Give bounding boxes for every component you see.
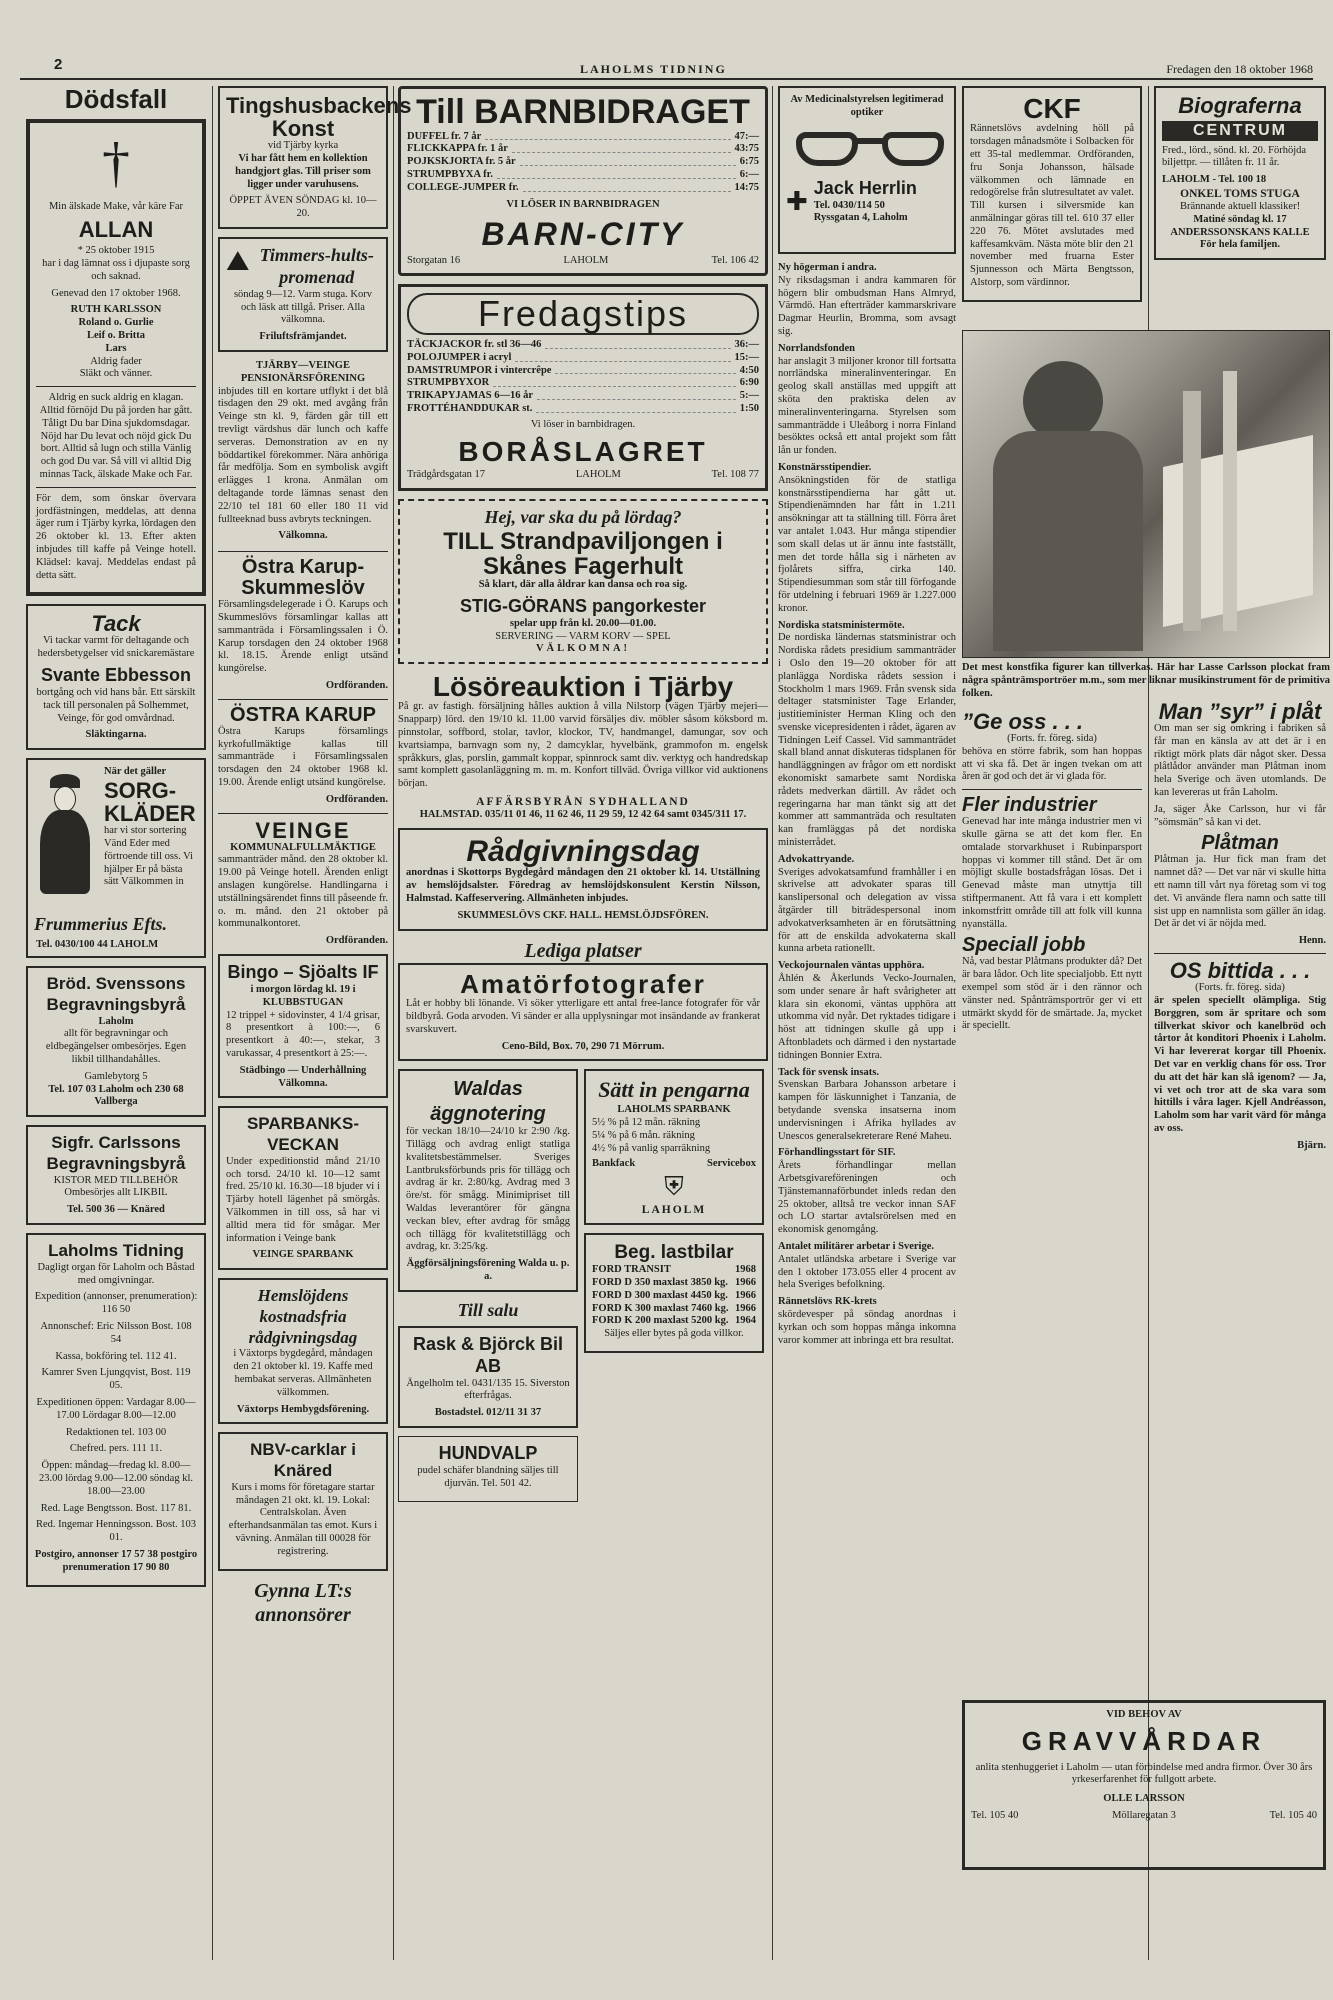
bingo-ad <box>218 954 388 1098</box>
tidning-line-2: Annonschef: Eric Nilsson Bost. 108 54 <box>40 1320 192 1345</box>
os-text: är spelen speciellt olämpliga. Stig Borggren, som är spritare och som tillverkat skivor och kanelbröd och tårtor åt konditori Phoenix i Laholm. Vi har levererat korgar till Phoenix. Det var en verklig chans för oss. Tror du att det här kan slå igenom? — Ja, vi vet och tror att de ska vara som hittills i våra lager. Kjell Andréasson, Laholm som har varit värd för många av oss. <box>1154 994 1326 1134</box>
tidning-line-9: Red. Lage Bengtsson. Bost. 117 81. <box>40 1502 192 1514</box>
ge-oss-title: ”Ge oss . . . <box>962 709 1084 734</box>
fred-store: BORÅSLAGRET <box>458 435 708 467</box>
auktion-text: På gr. av fastigh. försäljning hålles auktion å villa Nilstorp (vägen Tjärby mejeri—Snapparp) lörd. den 19/10 kl. 11.00 varvid försäljes div. möbler såsom köksbord m. pinnstolar, soffbord, stolar, tavlor, klockor, TV, handmangel, damungar, sov och kvartsiampa, barnvagn som ny, 2 damcyklar, hyvelbänk, grammofon m. engelsk språkkurs, glas, porslin, gammalt koppar, spinnrock samt div. verktyg och handredskap samt komplett gasolanläggning m. m. m. Konfort tillväd. Övriga villkor vid auktionens början. <box>398 701 768 790</box>
ostra-1-title: Östra Karup-Skummeslöv <box>241 556 365 600</box>
fagerhult-pre: Hej, var ska du på lördag? <box>484 506 682 527</box>
death-date: Genevad den 17 oktober 1968. <box>51 287 181 299</box>
barn-item-3: POJKSKJORTA fr. 5 år 6:75 <box>407 156 759 168</box>
tidning-line-4: Kamrer Sven Ljungqvist, Bost. 119 05. <box>41 1367 191 1392</box>
timmers-ad <box>218 237 388 352</box>
carlsson-title: Sigfr. Carlssons Begravningsbyrå <box>46 1133 186 1173</box>
rask-addr-2: Bostadstel. 012/11 31 37 <box>434 1407 542 1419</box>
sorg-text: har vi stor sortering Vänd Eder med förtroende till oss. Vi hjälper Er på bästa sätt Välkommen in <box>104 825 193 888</box>
gynna-title: Gynna LT:s annonsörer <box>254 1579 352 1627</box>
fred-item-2: POLOJUMPER i acryl 15:— <box>407 351 759 363</box>
veinge-title: VEINGE <box>255 817 351 843</box>
coat-of-arms-icon: ⛨ <box>664 1172 684 1202</box>
konst-title: Tingshusbackens Konst <box>226 93 412 142</box>
tidning-title: Laholms Tidning <box>48 1241 184 1261</box>
carlsson-text: Ombesörjes allt LIKBIL <box>64 1187 168 1199</box>
nbv-ad <box>218 1432 388 1570</box>
left-bottom-col <box>398 1069 578 1509</box>
timmers-sign: Friluftsfrämjandet. <box>259 331 347 343</box>
barn-tagline: VI LÖSER IN BARNBIDRAGEN <box>506 198 660 210</box>
barn-item-5: COLLEGE-JUMPER fr. 14:75 <box>407 181 759 193</box>
optiker-ad <box>778 86 956 254</box>
bio-ad <box>1154 86 1326 260</box>
ostra-2-title: ÖSTRA KARUP <box>230 703 376 726</box>
cross-icon: † <box>102 132 130 195</box>
svensson-text: allt för begravningar och eldbegängelser ombesörjes. Egen likbil tillhandahålles. <box>45 1028 187 1065</box>
auktion-sub: HALMSTAD. 035/11 01 46, 11 62 46, 11 29 59, 12 42 64 samt 0345/311 17. <box>419 809 747 821</box>
fagerhult-time: spelar upp från kl. 20.00—01.00. <box>509 617 657 629</box>
tidning-line-3: Kassa, bokföring tel. 112 41. <box>55 1350 177 1362</box>
article-8-title: Förhandlingsstart för SIF. <box>778 1147 896 1159</box>
mourning-woman-illustration <box>36 774 94 894</box>
sparbank-text: Under expeditionstid månd 21/10 och torsd. 24/10 kl. 10—12 samt fred. 25/10 kl. 16.30—18 bjuder vi i Tjärby hotell lägenhet på smörgås. Välkommen in till oss, så har vi alltid mera tid för smågar. Mer information i Veinge bank <box>226 1155 380 1244</box>
satt-rate-3: 4½ % på vanlig sparräkning <box>592 1142 711 1154</box>
waldas-title: Waldas äggnotering <box>430 1078 546 1125</box>
tjarby-title: TJÄRBY—VEINGE PENSIONÄRSFÖRENING <box>240 360 366 384</box>
article-3-text: Ansökningstiden för de statliga konstnärsstipendierna har gått ut. Stipendienämnden har fått in 1.211 ansökningar att ta ställning till. Förra året var antalet 1.043. Hur många stipendier som skall delas ut är ännu inte fastställt, men det torde hålla sig i närheten av fjolårets siffra, cirka 140. Stipendiesumman som står till förfogande för utdelning i februari 1969 är 1.227.000 kronor. <box>778 474 956 614</box>
dodsfall-title: Dödsfall <box>64 84 168 114</box>
family-5: Aldrig fader <box>90 355 142 367</box>
funeral-notice: För dem, som önskar övervara jordfästningen, meddelas, att denna äger rum i Tjärby kyrka, lördagen den 26 oktober kl. 13. Efter akten inbjudes till kaffe på Veinge hotell. Klädsel: kavaj. Meddelas endast på detta sätt. <box>36 492 196 581</box>
os-title: OS bittida . . . <box>1169 958 1311 984</box>
tidning-line-6: Redaktionen tel. 103 00 <box>65 1426 167 1438</box>
barn-footer: Storgatan 16 LAHOLM Tel. 106 42 <box>407 254 759 266</box>
amator-sign: Ceno-Bild, Box. 70, 290 71 Mörrum. <box>501 1040 665 1052</box>
ckf-text: Rännetslövs avdelning höll på torsdagen månadsmöte i Solbacken för ett 35-tal medlemmar. Ordföranden, fru Sonja Johansson, hälsade välkommen och lämnade en redogörelse från slutresultatet av valet. Till kursen i silversmide kan anmälningar göras till tel. 610 37 eller 220 76. Mötet avslutades med kaffesamkväm. Nästa möte blir den 21 november med fruarna Ester Sjunnesson och Märta Bengtsson, Alstorp, som värdinnor. <box>970 123 1134 288</box>
ckf-notice <box>962 86 1142 302</box>
satt-title: Sätt in pengarna <box>598 1077 750 1103</box>
sparbank-title: SPARBANKS-VECKAN <box>246 1114 360 1155</box>
grav-lead: VID BEHOV AV <box>1106 1709 1182 1720</box>
hundvalp-title: HUNDVALP <box>438 1443 538 1464</box>
gravvardar-ad <box>962 1700 1326 1870</box>
ostra-karup-notice <box>218 557 388 693</box>
konst-text: Vi har fått hem en kollektion handgjort glas. Till priser som ligger under varuhusens. <box>235 152 371 190</box>
rask-title: Rask & Björck Bil AB <box>412 1333 564 1376</box>
column-4 <box>778 86 956 1351</box>
amator-title: Amatörfotografer <box>460 968 706 999</box>
photo-caption: Det mest konstfika figurer kan tillverkas. Här har Lasse Carlsson plockat fram några spånträmsportröer m.m., som mer liknar musikinstrument för de primitiva folken. <box>962 662 1330 699</box>
article-7-title: Tack för svensk insats. <box>778 1066 879 1078</box>
bingo-text-2: 12 trippel + sidovinster, 4 1/4 grisar, 8 presentkort à 100:—, 6 presentkort à 40:—, stekar, 3 varukassar, 4 presentkort à 25:—. <box>226 1009 380 1059</box>
radgivning-ad <box>398 828 768 931</box>
svensson-ad <box>26 966 206 1117</box>
fagerhult-ad <box>398 499 768 664</box>
death-intro: Min älskade Make, vår käre Far <box>48 201 184 213</box>
satt-rate-1: 5½ % på 12 mån. räkning <box>592 1117 701 1129</box>
hemslojd-text: i Växtorps bygdegård, måndagen den 21 oktober kl. 19. Kaffe med hembakat serveras. Allmänheten välkommen. <box>233 1348 373 1398</box>
barn-item-4: STRUMPBYXA fr. 6:— <box>407 169 759 181</box>
man-syr-text-2: Ja, säger Åke Carlsson, hur vi får ”sömsmän” så kan vi det. <box>1154 803 1326 828</box>
lastbilar-title: Beg. lastbilar <box>614 1241 734 1263</box>
ostra-2-sign: Ordföranden. <box>325 793 388 805</box>
tidning-line-7: Chefred. pers. 111 11. <box>69 1443 163 1455</box>
column-2 <box>218 86 412 1627</box>
lastbilar-text: Säljes eller bytes på goda villkor. <box>604 1328 744 1340</box>
auktion-ad <box>398 672 768 822</box>
barnbidrag-ad <box>398 86 768 276</box>
radgivning-text: anordnas i Skottorps Bygdegård måndagen den 21 oktober kl. 14. Utställning av hemslöjdsalster. Föredrag av hemslöjdskonsulent Kerstin Nilsson, Halmstad. Kaffeservering. Allmänheten inbjudes. <box>406 867 760 904</box>
death-notice <box>26 119 206 596</box>
os-sub: (Forts. fr. föreg. sida) <box>1195 982 1285 994</box>
tidning-line-1: Expedition (annonser, prenumeration): 116 50 <box>34 1291 198 1316</box>
veinge-notice <box>218 819 388 948</box>
amator-text: Låt er hobby bli lönande. Vi söker ytterligare ett antal free-lance fotografer för vår bildbyrå. Goda arvoden. Vi sänder er alla upplysningar mot insändande av frankerat svarskuvert. <box>406 998 760 1035</box>
optiker-lead: Av Medicinalstyrelsen legitimerad optiker <box>790 94 944 118</box>
sorgklader-ad <box>26 758 206 958</box>
death-poem: Aldrig en suck aldrig en klagan. Alltid förnöjd Du på jorden har gått. Tåligt Du bar Dina sjukdomsdagar. Nöjd har Du levat och nöjd gick Du bort. Alltid så lugn och stilla Vänlig och god Du var. Så vill vi alltid Dig minnas Tack, älskade Make och Far. <box>39 392 193 480</box>
hundvalp-ad <box>398 1436 578 1502</box>
right-bottom-col <box>584 1069 764 1509</box>
barnbidrag-title: Till BARNBIDRAGET <box>416 93 750 131</box>
fler-text: Genevad har inte många industrier men vi skulle gärna se att det kom fler. En omtalade storvarkhuset i Rubinparsport hoppas vi kommer till stånd. Det är om möjligt skulle bostadsfrågan lösas. Det i Genevad måste man utnyttja till stiftpermanent. Att få vara i ett komplett inkomstfritt område till att folk vill kunna nyanställa. <box>962 816 1142 930</box>
bingo-title: Bingo – Sjöalts IF <box>227 962 379 983</box>
satt-bank: LAHOLMS SPARBANK <box>617 1104 731 1116</box>
bottom-row <box>398 1069 768 1509</box>
fred-item-6: FROTTÉHANDDUKAR st. 1:50 <box>407 403 759 415</box>
page-header <box>20 54 1313 80</box>
bio-film: ONKEL TOMS STUGA <box>1180 188 1300 200</box>
fagerhult-title: TILL Strandpaviljongen i Skånes Fagerhult <box>443 527 723 580</box>
article-4-text: De nordiska ländernas statsministrar och Nordiska rådets presidium sammanträder i Oslo den 19—20 oktober för att planlägga Nordiska rådets session i Stockholm 1 mars 1969. Från svensk sida deltager statsminister Tage Erlander, justitieminister Herman Kling och den svenske vicepresidenten i rådet, ägaren av Tidningen Leif Cassel. Vid sammanträdet skall bland annat diskuteras tidsplanen för handläggningen av frågor om ett nordiskt ekonomiskt samarbete samt Nordiska rådets medverkan därtill. Av rådet och regeringarna har man tänkt sig att det kommer att sammanträda och resultaten kan framläggas på det nordiska ministerrådet. <box>778 632 956 849</box>
optiker-tel: Tel. 0430/114 50 <box>813 199 885 211</box>
column-5-bottom <box>1154 700 1326 1153</box>
barn-item-2: FLICKKAPPA fr. 1 år 43:75 <box>407 143 759 155</box>
sorg-tel: Tel. 0430/100 44 LAHOLM <box>36 939 159 951</box>
workshop-photo <box>962 330 1330 658</box>
tack-notice <box>26 604 206 750</box>
special-title: Speciall jobb <box>962 934 1086 957</box>
issue-date: Fredagen den 18 oktober 1968 <box>1166 62 1313 76</box>
timmers-text: söndag 9—12. Varm stuga. Korv och läsk att tillgå. Priser. Alla välkomna. <box>233 288 373 326</box>
fred-footer: Trädgårdsgatan 17 LAHOLM Tel. 108 77 <box>407 468 759 480</box>
veinge-text: sammanträder månd. den 28 oktober kl. 19.00 på Veinge hotell. Ärenden enligt anslagen kungörelse. Handlingarna i utställningsärendet finns till påseende fr. o. m. månd. den 21 oktober på kommunalkontoret. <box>218 854 388 930</box>
sparbank-sign: VEINGE SPARBANK <box>252 1249 354 1261</box>
fred-item-1: TÄCKJACKOR fr. stl 36—46 36:— <box>407 339 759 351</box>
fred-item-4: STRUMPBYXOR 6:90 <box>407 377 759 389</box>
col4-right-articles <box>962 710 1142 1037</box>
bio-desc: Brännande aktuell klassiker! <box>1179 201 1301 213</box>
till-salu-title: Till salu <box>457 1299 519 1320</box>
konst-open: ÖPPET ÄVEN SÖNDAG kl. 10—20. <box>229 195 377 220</box>
lediga-title: Lediga platser <box>524 939 642 962</box>
article-1-text: Ny riksdagsman i andra kammaren för högern blir ombudsman Hans Almryd, Värmdö. Han efterträder kammarskrivare Dagmar Heurlin, Bromma, som avsagt sig. <box>778 274 956 337</box>
sparbank-ad <box>218 1106 388 1270</box>
tack-text-2: bortgång och vid hans bår. Ett särskilt tack till personalen på Solhemmet, Veinge, för god omvårdnad. <box>36 686 196 724</box>
article-7-text: Svenskan Barbara Johansson arbetare i kampen för läskunnighet i Tanzania, de betydande svenska insatserna inom undervisningen i Afrika hyllades av Unescos generalsekreterare René Maheu. <box>778 1079 956 1142</box>
nbv-text: Kurs i moms för företagare startar måndagen 21 okt. kl. 19. Lokal: Centralskolan. Även efterhandsanmälan tas emot. Kurs i vävning. Anmälan till 00028 för registrering. <box>228 1481 378 1557</box>
fredagstips-title: Fredagstips <box>407 293 759 335</box>
tidning-info <box>26 1233 206 1586</box>
bio-title: Biograferna <box>1178 93 1302 118</box>
article-6-text: Åhlén & Åkerlunds Vecko-Journalen, som under senare år haft svårigheter att klara sin ekonomi, väntas upphöra att utkomma vid nyår. Det ryktades tidigare i höst att tidningen skulle gå upp i Aftonbladets och därmed i den nystartade tidningen Bonnier Extra. <box>778 973 956 1061</box>
grav-title: GRAVVÅRDAR <box>1021 1725 1267 1756</box>
fler-title: Fler industrier <box>962 794 1097 817</box>
special-text: Nå, vad bestar Plåtmans produkter då? Det är bara lådor. Och lite specialjobb. Ett nytt exempel som stöd är i den rännor och vänster ned. Spånträmsportrör ger vi ett utmärkt skydd för de smärtade. Ja, mycket är speciellt. <box>962 956 1142 1032</box>
family-1: RUTH KARLSSON <box>70 304 162 316</box>
tjarby-sign: Välkomna. <box>278 530 328 542</box>
ostra-karup-2-notice <box>218 705 388 807</box>
satt-rate-2: 5¼ % på 6 mån. räkning <box>592 1129 695 1141</box>
tack-text: Vi tackar varmt för deltagande och hedersbetygelser vid snickaremästare <box>37 635 195 660</box>
column-3 <box>398 86 768 1510</box>
lastbilar-ad <box>584 1233 764 1353</box>
medical-cross-icon: ✚ <box>786 186 808 216</box>
platman-title: Plåtman <box>1201 832 1279 855</box>
article-10-text: skördevesper på söndag anordnas i kyrkan och som hoppas många inkomna varor kommer att inbringa ett bra resultat. <box>778 1308 956 1346</box>
fred-item-3: DAMSTRUMPOR i vintercrêpe 4:50 <box>407 364 759 376</box>
auktion-title: Lösöreauktion i Tjärby <box>432 671 734 703</box>
fredagstips-ad <box>398 284 768 490</box>
veinge-sub: KOMMUNALFULLMÄKTIGE <box>230 841 376 853</box>
radgivning-sign: SKUMMESLÖVS CKF. HALL. HEMSLÖJDSFÖREN. <box>457 909 709 921</box>
bingo-sign: Städbingo — Underhållning Välkomna. <box>239 1064 367 1089</box>
bio-cinema: CENTRUM <box>1162 121 1318 141</box>
ckf-title: CKF <box>1023 93 1081 124</box>
deceased-name: ALLAN <box>78 217 154 243</box>
svensson-addr: Gamlebytorg 5 <box>84 1070 148 1082</box>
platman-sign: Henn. <box>1298 935 1326 947</box>
birth-date: * 25 oktober 1915 <box>77 245 155 257</box>
sorg-title: SORG-KLÄDER <box>104 777 196 827</box>
article-5-text: Sveriges advokatsamfund framhåller i en skrivelse att advokater sparas till kanslipersonal och delegation av vissa åtgärder till biträdespersonal inom advokatverksamheten är en förutsättning för att de enskilda advokaterna skall kunna arbeta rationellt. <box>778 866 956 955</box>
article-2-text: har anslagit 3 miljoner kronor till fortsatta norrländska mineralinventeringar. En geolog skall anställas med uppgift att sköta den praktiska delen av mineralinventeringarna. Styrelsen som sammanträdde i Uleåborg i norra Finland besöktes också ett antal projekt som fått lån ur fonden. <box>778 355 956 457</box>
page-number: 2 <box>54 56 63 73</box>
news-articles <box>778 262 956 1347</box>
sorg-firm: Frummerius Efts. <box>34 914 168 935</box>
tjarby-notice <box>218 360 388 543</box>
ckf-column <box>962 86 1142 310</box>
ostra-1-sign: Ordföranden. <box>325 680 388 691</box>
truck-5: FORD K 200 maxlast 5200 kg. 1964 <box>592 1315 756 1327</box>
article-1-title: Ny högerman i andra. <box>778 262 877 273</box>
hiker-icon: ⛰ <box>226 245 250 277</box>
fagerhult-serv: SERVERING — VARM KORV — SPEL <box>495 630 671 642</box>
ostra-2-text: Östra Karups församlings kyrkofullmäktige kallas till sammanträde i Församlingssalen torsdagen den 24 oktober 1968 kl. 19.00. Ärende enligt utsänd kungörelse. <box>218 725 388 788</box>
svensson-place: Laholm <box>98 1015 134 1027</box>
ostra-1-text: Församlingsdelegerade i Ö. Karups och Skummeslövs församlingar kallas att sammanträda i Församlingssalen i Ö. Karup torsdagen den 24 oktober 1968 kl. 18.15. Ärende enligt utsänd kungörelse. <box>218 599 388 675</box>
truck-1: FORD TRANSIT 1968 <box>592 1264 756 1276</box>
family-3: Leif o. Britta <box>86 329 146 341</box>
article-8-text: Årets förhandlingar mellan Arbetsgivareföreningen och Tjänstemannaförbundet inleds redan den 25 oktober, alltså tre veckor innan SAF och LO startar avtalsrörelsen med en ekonomisk genomgång. <box>778 1160 956 1236</box>
grav-name: OLLE LARSSON <box>1103 1793 1185 1805</box>
amator-ad <box>398 963 768 1061</box>
satt-ad <box>584 1069 764 1225</box>
truck-3: FORD D 300 maxlast 4450 kg. 1966 <box>592 1289 756 1301</box>
konst-ad <box>218 86 412 229</box>
fred-tagline: Vi löser in barnbidragen. <box>530 418 636 430</box>
konst-place: vid Tjärby kyrka <box>267 140 339 152</box>
hundvalp-text: pudel schäfer blandning säljes till djurvän. Tel. 501 42. <box>417 1464 559 1489</box>
barn-item-1: DUFFEL fr. 7 år 47:— <box>407 130 759 142</box>
ge-oss-sub: (Forts. fr. föreg. sida) <box>1007 733 1097 745</box>
carlsson-sub: KISTOR MED TILLBEHÖR <box>53 1174 179 1186</box>
hemslojd-ad <box>218 1278 388 1424</box>
tidning-text: Dagligt organ för Laholm och Båstad med omgivningar. <box>37 1261 195 1286</box>
column-1 <box>26 86 206 1595</box>
tidning-line-11: Postgiro, annonser 17 57 38 postgiro prenumeration 17 90 80 <box>34 1548 198 1573</box>
fred-item-5: TRIKAPYJAMAS 6—16 år 5:— <box>407 390 759 402</box>
platman-text: Plåtman ja. Hur fick man fram det namnet då? — Det var när vi skulle hitta ett namn till vårt nya företag som vi tog det. Vi använde flera namn och satte till sist upp en namnlista som gäller än idag. Det är det vi är nöjda med. <box>1154 854 1326 930</box>
family-6: Släkt och vänner. <box>79 368 153 380</box>
hemslojd-title: Hemslöjdens kostnadsfria rådgivningsdag <box>248 1286 358 1347</box>
waldas-text: för veckan 18/10—24/10 kr 2:90 /kg. Tillägg och avdrag enligt statliga kvalitetsbestämmelser. Sveriges Lantbruksförbunds pris för tillägg och avdrag är kr. 2:80/kg. Avdrag med 3 öre/st. för smågg. Minimipriset till Waldas leverantörer för gängna veckan blev, efter avdrag för smågg och tillägg för kvalitetstillägg och avdrag, kr. 3:25/kg. <box>406 1126 570 1253</box>
article-6-title: Veckojournalen väntas upphöra. <box>778 960 925 972</box>
tack-title: Tack <box>91 611 141 637</box>
rask-ad <box>398 1326 578 1428</box>
tidning-line-10: Red. Ingemar Henningsson. Bost. 103 01. <box>35 1519 197 1544</box>
carlsson-ad <box>26 1125 206 1225</box>
article-2-title: Norrlandsfonden <box>778 342 856 354</box>
sorg-lead: När det gäller <box>104 766 167 778</box>
carlsson-tel: Tel. 500 36 — Knäred <box>67 1204 165 1216</box>
man-syr-title: Man ”syr” i plåt <box>1158 699 1322 724</box>
satt-features: Bankfack Servicebox <box>592 1158 756 1170</box>
family-2: Roland o. Gurlie <box>78 317 154 329</box>
tack-sign: Släktingarna. <box>85 729 147 741</box>
bio-text: Fred., lörd., sönd. kl. 20. Förhöjda biljettpr. — tillåten fr. 11 år. <box>1162 144 1307 169</box>
os-sign: Bjärn. <box>1297 1139 1326 1151</box>
grav-text: anlita stenhuggeriet i Laholm — utan förbindelse med andra firmor. Över 30 års yrkeserfarenhet för fullgott arbete. <box>975 1761 1313 1786</box>
barn-store: BARN-CITY <box>481 216 685 253</box>
truck-4: FORD K 300 maxlast 7460 kg. 1966 <box>592 1302 756 1314</box>
waldas-ad <box>398 1069 578 1291</box>
auktion-firm: AFFÄRSBYRÅN SYDHALLAND <box>476 796 690 809</box>
article-5-title: Advokattryande. <box>778 853 855 865</box>
optiker-addr: Ryssgatan 4, Laholm <box>813 212 908 224</box>
column-5-top <box>1154 86 1326 326</box>
satt-city: LAHOLM <box>641 1203 707 1216</box>
article-4-title: Nordiska statsministermöte. <box>778 619 905 631</box>
family-4: Lars <box>105 342 127 354</box>
truck-2: FORD D 350 maxlast 3850 kg. 1966 <box>592 1276 756 1288</box>
tjarby-text: inbjudes till en kortare utflykt i det blå tisdagen den 29 okt. med avgång från Veinge stn kl. 9, färden går till ett trevligt värdshus där lunch och kaffe serveras. Demonstration av en ny böddartikel förekommer. Nära anhöriga får medfölja. Som en symbolisk avgift erlägges 1 krona. Anmälan om deltagande torde lämnas senast den 22/10 tel 181 60 eller 180 11 vid fullteeknad buss avbryts teckningen. <box>218 385 388 525</box>
tidning-line-5: Expeditionen öppen: Vardagar 8.00—17.00 Lördagar 8.00—12.00 <box>36 1396 196 1421</box>
paper-title: LAHOLMS TIDNING <box>580 62 727 76</box>
article-9-title: Antalet militärer arbetar i Sverige. <box>778 1240 934 1252</box>
rask-addr: Ängelholm tel. 0431/135 15. Siverston efterfrågas. <box>406 1377 570 1402</box>
ge-oss-text: behöva en större fabrik, som han hoppas att vi ska få. Det är ingen tvekan om att åren är god och det är vi glada för. <box>962 745 1142 783</box>
article-9-text: Antalet utländska arbetare i Sverige var den 1 oktober 173.055 eller 4 procent av hela Sveriges befolkning. <box>778 1253 956 1291</box>
article-10-title: Rännetslövs RK-krets <box>778 1296 877 1308</box>
bio-tel: LAHOLM - Tel. 100 18 <box>1162 174 1267 186</box>
man-syr-text: Om man ser sig omkring i fabriken så får man en känsla av att det är i en riktigt mörk plats där något sker. Dessa plåtlådor använder man Plåtman inom hela Sverige och även utomlands. De kan levereras ut från Laholm. <box>1154 723 1326 799</box>
fagerhult-band: STIG-GÖRANS pangorkester <box>459 595 707 616</box>
grav-footer: Tel. 105 40 Möllaregatan 3 Tel. 105 40 <box>971 1809 1317 1821</box>
glasses-icon <box>786 124 948 174</box>
bio-matine: Matiné söndag kl. 17 ANDERSSONSKANS KALLE För hela familjen. <box>1170 213 1310 251</box>
veinge-sign: Ordföranden. <box>325 935 388 947</box>
nbv-title: NBV-carklar i Knäred <box>250 1440 356 1481</box>
waldas-sign: Äggförsäljningsförening Walda u. p. a. <box>406 1258 570 1282</box>
death-text: har i dag lämnat oss i djupaste sorg och saknad. <box>42 257 190 282</box>
tidning-line-8: Öppen: måndag—fredag kl. 8.00—23.00 lördag 9.00—12.00 söndag kl. 18.00—23.00 <box>39 1460 193 1497</box>
svensson-title: Bröd. Svenssons Begravningsbyrå <box>46 974 186 1014</box>
optiker-name: Jack Herrlin <box>813 177 917 198</box>
tack-name: Svante Ebbesson <box>40 665 192 685</box>
bingo-text: i morgon lördag kl. 19 i KLUBBSTUGAN <box>250 984 356 1008</box>
article-3-title: Konstnärsstipendier. <box>778 461 872 473</box>
fagerhult-welcome: VÄLKOMNA! <box>535 643 631 655</box>
timmers-title: Timmers-hults-promenad <box>259 244 374 287</box>
svensson-tel: Tel. 107 03 Laholm och 230 68 Vallberga <box>48 1083 184 1108</box>
radgivning-title: Rådgivningsdag <box>466 834 700 868</box>
hemslojd-sign: Växtorps Hembygdsförening. <box>236 1403 370 1415</box>
fagerhult-text: Så klart, där alla åldrar kan dansa och roa sig. <box>478 578 688 590</box>
